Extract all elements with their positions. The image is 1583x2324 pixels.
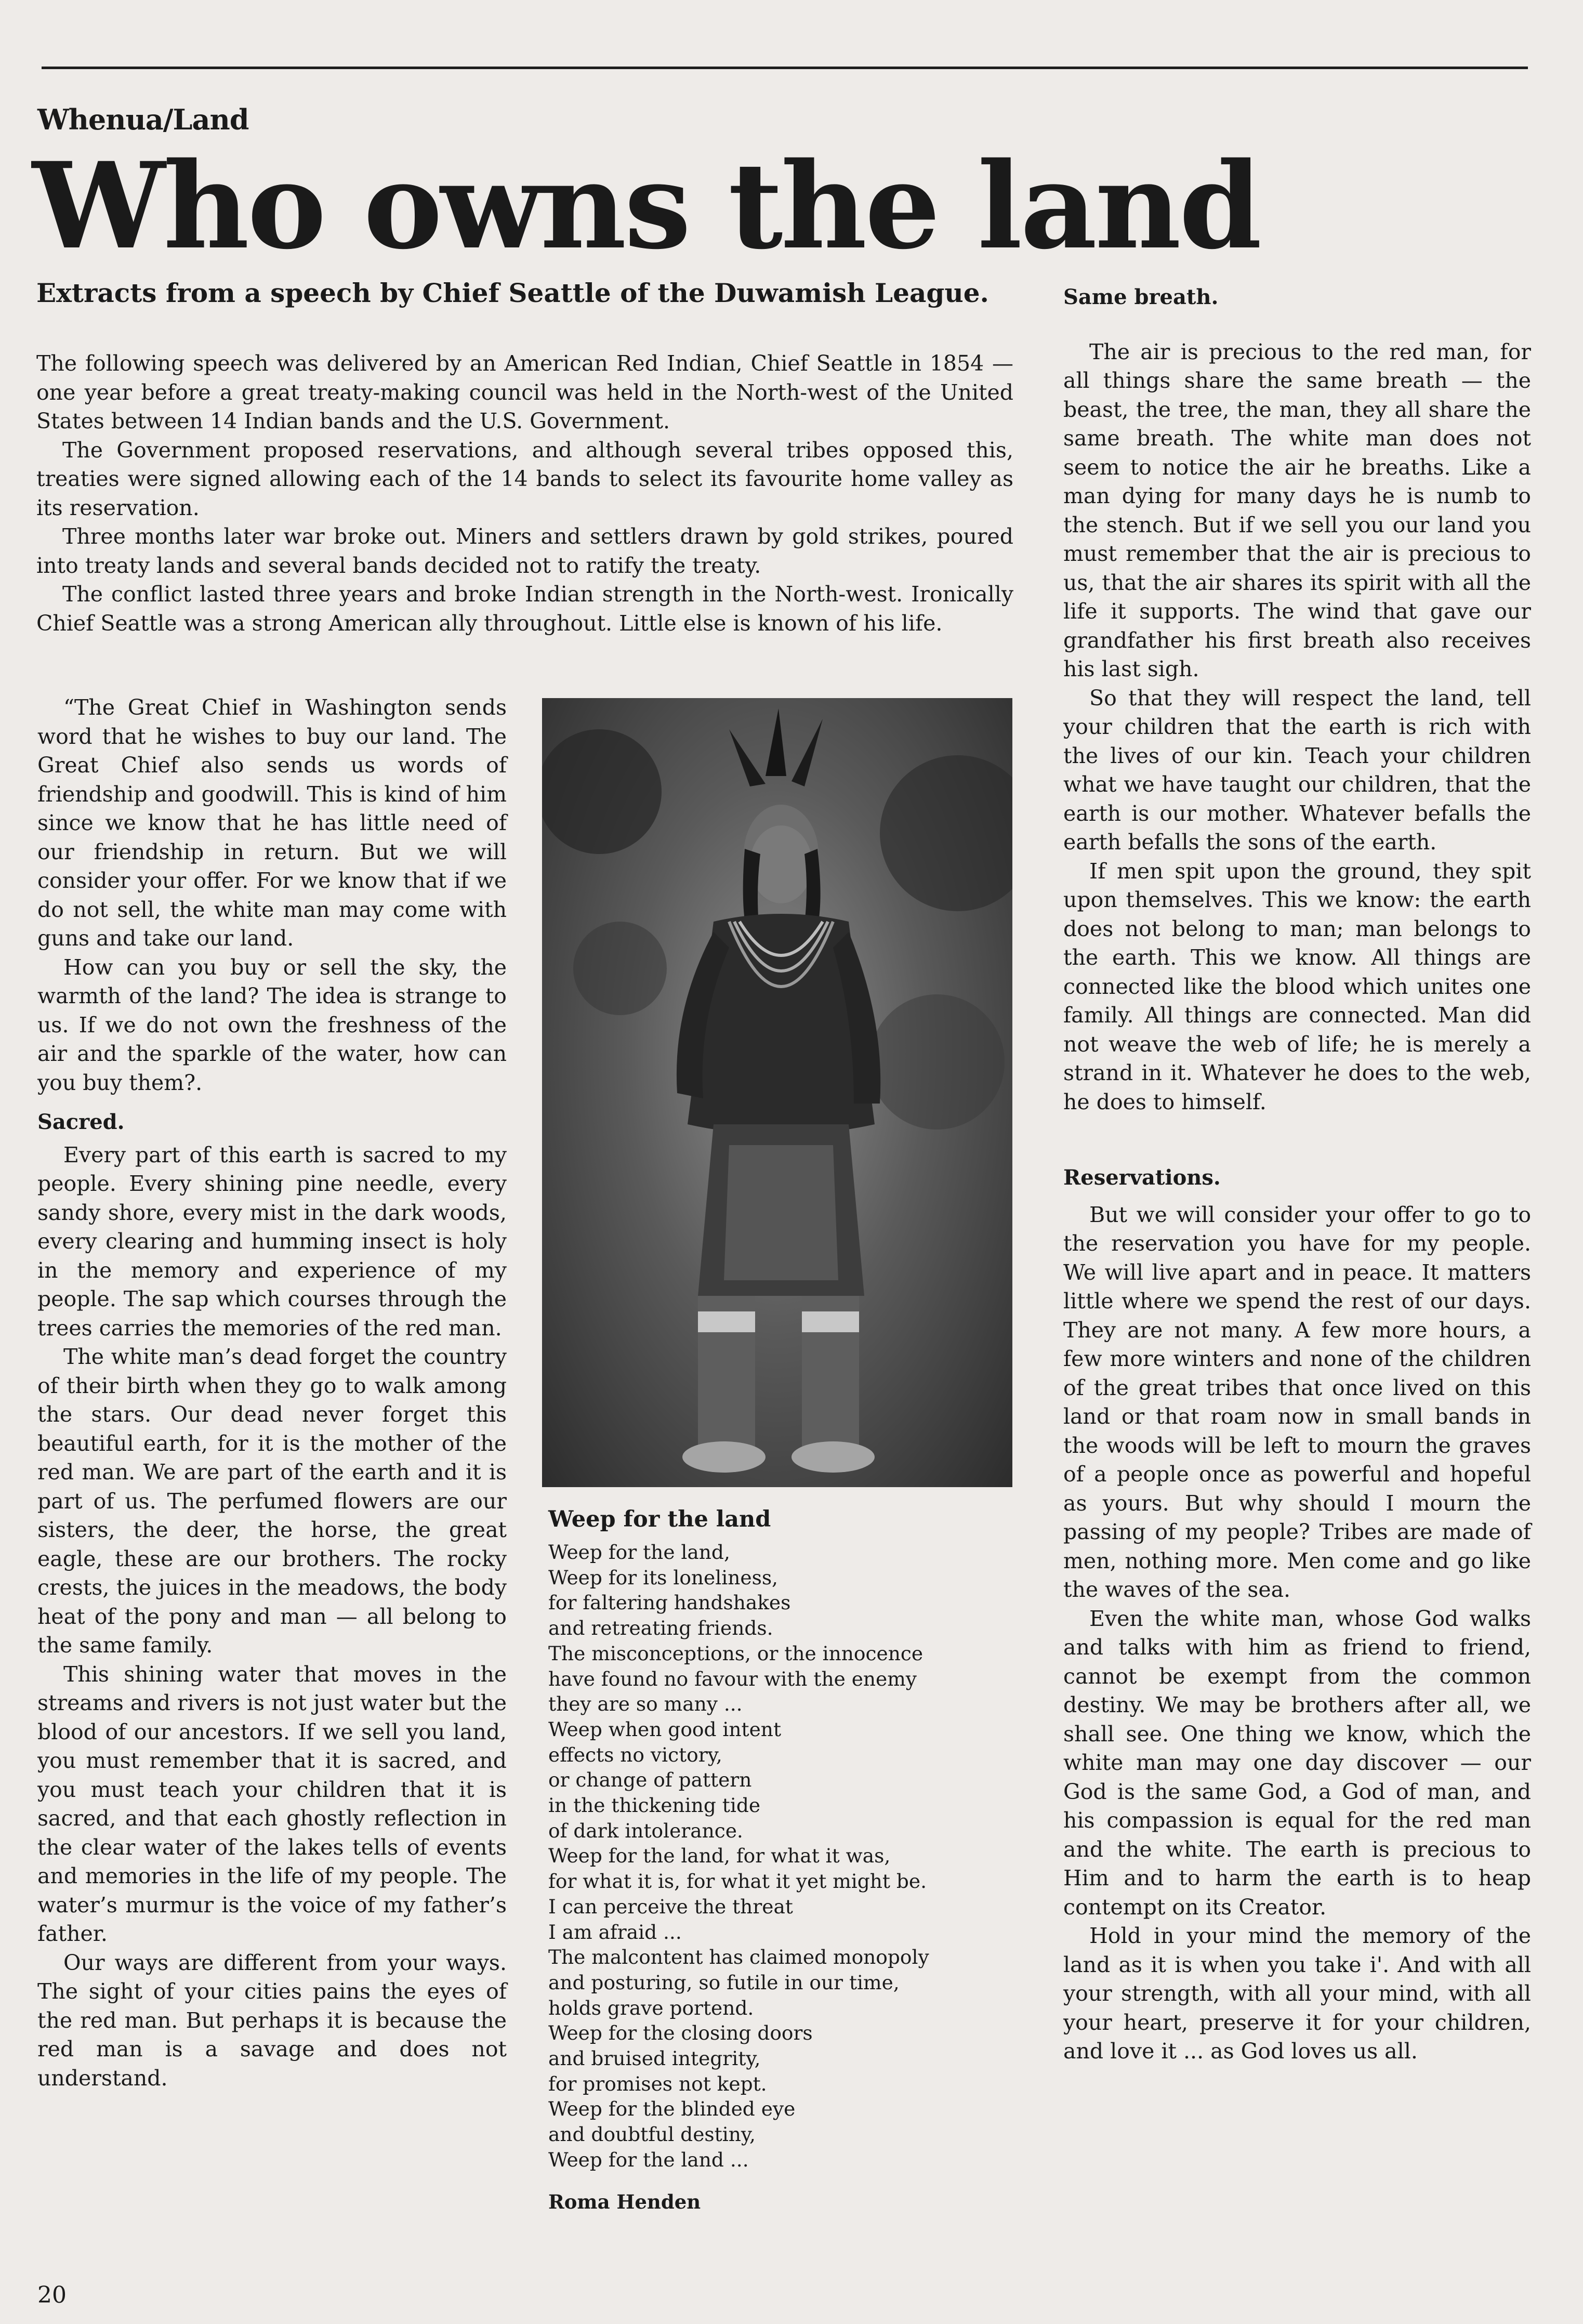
poem-line: and doubtful destiny, [548, 2123, 756, 2146]
poem-line: The misconceptions, or the innocence [548, 1642, 924, 1665]
poem-line: or change of pattern [548, 1768, 752, 1792]
poem-line: have found no favour with the enemy [548, 1667, 917, 1690]
speech-paragraph: The white man’s dead forget the country of their birth when they go to walk among the stars. Our dead never forget this beautiful earth, for it is the mother of the red man. We are part of the earth and it is part of us. The perfumed flowers are our sisters, the deer, the horse, the great eagle, these are our brothers. The rocky crests, the juices in the meadows, the body heat of the pony and man — all belong to the same family. [37, 1344, 507, 1658]
poem-line: and bruised integrity, [548, 2047, 761, 2070]
section-label: Whenua/Land [37, 103, 249, 136]
intro-paragraph: The conflict lasted three years and broke Indian strength in the North-west. Ironically Chief Seattle was a strong American ally throughout. Little else is known of his life. [36, 582, 1013, 636]
poem-line: for faltering handshakes [548, 1591, 791, 1614]
speech-paragraph: Our ways are different from your ways. The sight of your cities pains the eyes of the red man. But perhaps it is because the red man is a savage and does not understand. [37, 1950, 507, 2091]
left-column [37, 693, 507, 2093]
poem-line: Weep for the land ... [548, 2148, 749, 2171]
poem-line: holds grave portend. [548, 1996, 754, 2019]
poem-title: Weep for the land [548, 1506, 771, 1532]
speech-paragraph: The air is precious to the red man, for all things share the same breath — the beast, the tree, the man, they all share the same breath. The white man does not seem to notice the air he breaths. Like a man dying for many days he is numb to the stench. But if we sell you our land you must remember that the air is precious to us, that the air shares its spirit with all the life it supports. The wind that gave our grandfather his first breath also receives his last sigh. [1063, 339, 1531, 681]
poem-line: Weep when good intent [548, 1717, 782, 1741]
speech-paragraph: “The Great Chief in Washington sends word that he wishes to buy our land. The Great Chief also sends us words of friendship and goodwill. This is kind of him since we know that he has little need of our friendship in return. But we will consider your offer. For we know that if we do not sell, the white man may come with guns and take our land. [37, 695, 507, 951]
top-rule [42, 67, 1528, 69]
intro-paragraph: Three months later war broke out. Miners and settlers drawn by gold strikes, poured into treaty lands and several bands decided not to ratify the treaty. [36, 524, 1013, 578]
poem-line: Weep for the land, for what it was, [548, 1844, 891, 1868]
chief-portrait-photo [542, 698, 1012, 1487]
intro-paragraph: The following speech was delivered by an American Red Indian, Chief Seattle in 1854 — one year before a great treaty-making council was held in the North-west of the United States between 14 Indian bands and the U.S. Government. [36, 351, 1013, 434]
speech-paragraph: Hold in your mind the memory of the land as it is when you take i'. And with all your strength, with all your mind, with all your heart, preserve it for your children, and love it ... as God loves us all. [1063, 1923, 1531, 2064]
speech-paragraph: But we will consider your offer to go to the reservation you have for my people. We will live apart and in peace. It matters little where we spend the rest of our days. They are not many. A few more hours, a few more winters and none of the children of the great tribes that once lived on this land or that roam now in small bands in the woods will be left to mourn the graves of a people once as powerful and hopeful as yours. But why should I mourn the passing of my people? Tribes are made of men, nothing more. Men come and go like the waves of the sea. [1063, 1202, 1531, 1602]
poem-line: of dark intolerance. [548, 1819, 743, 1842]
headline: Who owns the land [32, 136, 1260, 275]
speech-paragraph: How can you buy or sell the sky, the warmth of the land? The idea is strange to us. If we do not own the freshness of the air and the sparkle of the water, how can you buy them?. [37, 954, 507, 1095]
speech-paragraph: This shining water that moves in the streams and rivers is not just water but the blood of our ancestors. If we sell you land, you must remember that it is sacred, and you must teach your children that it is sacred, and that each ghostly reflection in the clear water of the lakes tells of events and memories in the life of my people. The water’s murmur is the voice of my father’s father. [37, 1661, 507, 1946]
poem-line: I can perceive the threat [548, 1895, 793, 1918]
poem-line: in the thickening tide [548, 1794, 761, 1817]
poem-line: and posturing, so futile in our time, [548, 1971, 900, 1994]
poem-line: Weep for its loneliness, [548, 1566, 778, 1589]
right-column [1063, 272, 1531, 2066]
poem-line: and retreating friends. [548, 1617, 773, 1640]
poem-line: I am afraid ... [548, 1920, 682, 1944]
section-heading-reservations: Reservations. [1063, 1165, 1221, 1190]
subhead: Extracts from a speech by Chief Seattle of the Duwamish League. [36, 278, 989, 308]
speech-paragraph: Even the white man, whose God walks and talks with him as friend to friend, cannot be exempt from the common destiny. We may be brothers after all, we shall see. One thing we know, which the white man may one day discover — our God is the same God, a God of man, and his compassion is equal for the red man and the white. The earth is precious to Him and to harm the earth is to heap contempt on its Creator. [1063, 1606, 1531, 1920]
section-heading-sacred: Sacred. [37, 1110, 125, 1134]
intro-text [36, 349, 1013, 638]
poem-line: Weep for the blinded eye [548, 2097, 796, 2121]
poem-line: they are so many ... [548, 1692, 743, 1716]
intro-paragraph: The Government proposed reservations, and although several tribes opposed this, treaties were signed allowing each of the 14 bands to select its favourite home valley as its reservation. [36, 437, 1013, 520]
poem-line: for promises not kept. [548, 2072, 767, 2095]
section-heading-same-breath: Same breath. [1063, 285, 1219, 309]
poem [548, 1506, 1016, 2213]
poem-line: Weep for the land, [548, 1541, 730, 1564]
speech-paragraph: If men spit upon the ground, they spit upon themselves. This we know: the earth does not belong to man; man belongs to the earth. This we know. All things are connected like the blood which unites one family. All things are connected. Man did not weave the web of life; he is merely a strand in it. Whatever he does to the web, he does to himself. [1063, 858, 1531, 1114]
page-number: 20 [37, 2282, 67, 2308]
speech-paragraph: So that they will respect the land, tell your children that the earth is rich with the lives of our kin. Teach your children what we have taught our children, that the earth is our mother. Whatever befalls the earth befalls the sons of the earth. [1063, 685, 1531, 855]
poem-line: Weep for the closing doors [548, 2021, 813, 2045]
poem-line: The malcontent has claimed monopoly [548, 1946, 929, 1969]
poem-line: for what it is, for what it yet might be. [548, 1870, 927, 1893]
speech-paragraph: Every part of this earth is sacred to my people. Every shining pine needle, every sandy shore, every mist in the dark woods, every clearing and humming insect is holy in the memory and experience of my people. The sap which courses through the trees carries the memories of the red man. [37, 1142, 507, 1341]
poem-line: effects no victory, [548, 1743, 722, 1766]
poem-author: Roma Henden [548, 2190, 701, 2213]
